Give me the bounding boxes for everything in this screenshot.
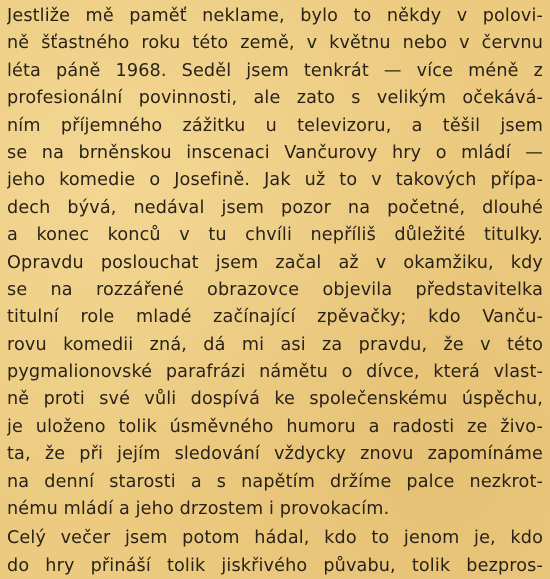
text-line: se na brněnskou inscenaci Vančurovy hry o mládí —: [7, 142, 543, 163]
text-line: Jestliže mě paměť neklame, bylo to někdy v polovi-: [7, 6, 543, 26]
text-line: Celý večer jsem potom hádal, kdo to jenom je, kdo: [7, 528, 543, 549]
paragraph-2: [7, 525, 543, 579]
text-line: rovu komedii zná, dá mi asi za pravdu, že v této: [7, 334, 543, 355]
text-line: je uloženo tolik úsměvného humoru a radosti ze živo-: [7, 416, 543, 437]
text-line-last: nému mládí a jeho drzostem i provokacím.: [7, 499, 390, 520]
text-line: ně šťastného roku této země, v květnu nebo v červnu: [7, 33, 543, 54]
text-line: pygmalionovské parafrázi námětu o dívce, která vlast-: [7, 362, 543, 383]
paragraph-1: [7, 3, 543, 523]
text-line: titulní role mladé začínající zpěvačky; kdo Vanču-: [7, 307, 543, 328]
text-line: profesionální povinnosti, ale zato s velikým očekává-: [7, 88, 543, 109]
body-text: [7, 3, 543, 579]
text-line: na denní starosti a s napětím držíme palce nezkrot-: [7, 471, 543, 492]
text-line: ně proti své vůli dospívá ke společenskému úspěchu,: [7, 389, 543, 410]
text-line: ta, že při jejím sledování vždycky znovu zapomínáme: [7, 444, 543, 465]
text-line: ním příjemného zážitku u televizoru, a těšil jsem: [7, 115, 543, 136]
text-line: léta páně 1968. Seděl jsem tenkrát — více méně z: [7, 60, 543, 81]
text-line: jeho komedie o Josefině. Jak už to v takových přípa-: [7, 170, 543, 191]
text-line: se na rozzářené obrazovce objevila představitelka: [7, 279, 543, 300]
text-line: dech bývá, nedával jsem pozor na početné, dlouhé: [7, 197, 543, 218]
text-line: do hry přináší tolik jiskřivého půvabu, tolik bezpros-: [7, 555, 543, 576]
text-line: a konec konců v tu chvíli nepříliš důležité titulky.: [7, 225, 543, 246]
text-line: Opravdu poslouchat jsem začal až v okamžiku, kdy: [7, 252, 543, 273]
